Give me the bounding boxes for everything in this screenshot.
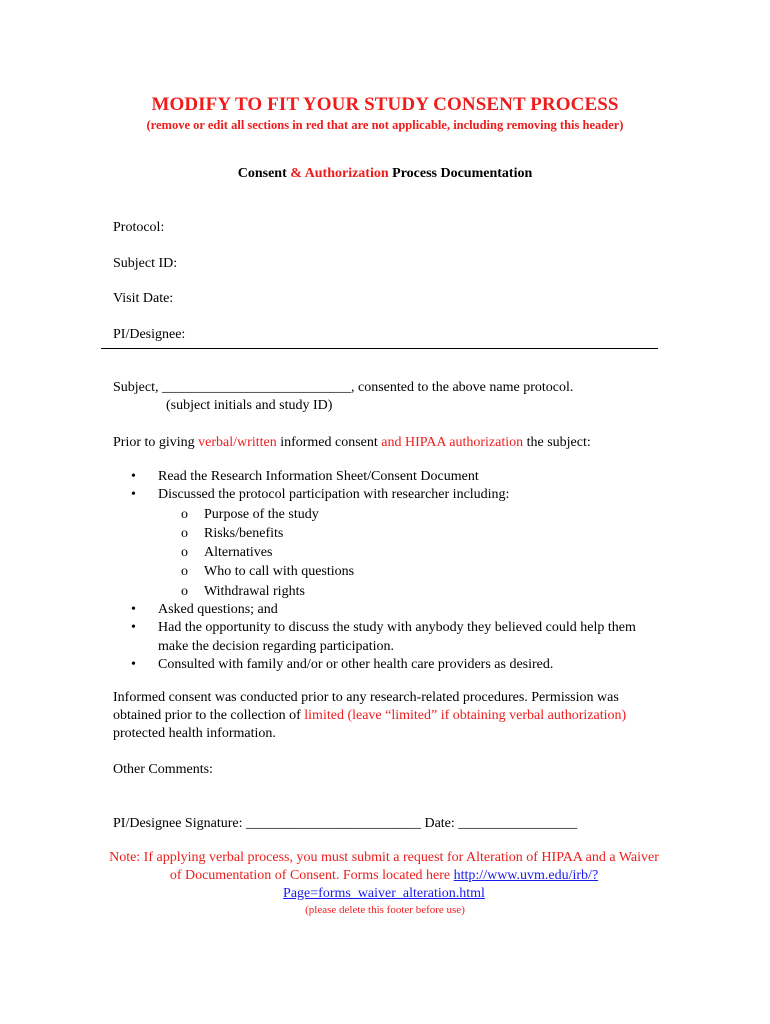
document-title — [0, 166, 770, 182]
subject-id-label: Subject ID: — [113, 256, 178, 271]
subject-consent-line: Subject, ___________________________, consented to the above name protocol. — [113, 380, 574, 395]
prior-verbal-written: verbal/written — [198, 435, 277, 450]
bullet-text: Had the opportunity to discuss the study with anybody they believed could help them make the decision regarding participation. — [158, 620, 636, 654]
informed-text-1: Informed consent was conducted prior to any research-related procedures. Permission was obtained prior to the collection of — [113, 690, 619, 723]
sub-list-item — [158, 582, 653, 601]
section-divider — [101, 348, 658, 349]
list-item — [113, 601, 653, 619]
prior-hipaa: and HIPAA authorization — [381, 435, 524, 450]
bullet-text: Discussed the protocol participation with researcher including: — [158, 487, 510, 503]
circle-bullet-icon: o — [181, 506, 188, 522]
sub-list-item — [158, 505, 653, 524]
informed-text-2: protected health information. — [113, 726, 276, 741]
prior-text-1: Prior to giving — [113, 435, 199, 450]
circle-bullet-icon: o — [181, 545, 188, 561]
prior-text-3: the subject: — [523, 435, 591, 450]
footer-note: (please delete this footer before use) — [305, 904, 465, 916]
visit-date-label: Visit Date: — [113, 291, 174, 306]
list-item — [113, 486, 653, 600]
title-part-authorization: & Authorization — [290, 166, 389, 181]
forms-link[interactable]: http://www.uvm.edu/irb/?Page=forms_waiver_alteration.html — [283, 868, 599, 901]
informed-consent-paragraph — [113, 689, 633, 743]
bullet-icon: • — [131, 601, 136, 617]
sub-item-text: Purpose of the study — [204, 506, 319, 522]
subject-hint: (subject initials and study ID) — [166, 398, 333, 413]
bullet-icon: • — [131, 487, 136, 503]
bullet-text: Asked questions; and — [158, 601, 278, 617]
sub-item-text: Withdrawal rights — [204, 583, 305, 599]
sub-item-text: Who to call with questions — [204, 564, 355, 580]
verbal-process-note — [104, 849, 664, 903]
sub-item-text: Risks/benefits — [204, 526, 284, 542]
protocol-label: Protocol: — [113, 220, 165, 235]
sub-list-item — [158, 543, 653, 562]
bullet-text: Read the Research Information Sheet/Consent Document — [158, 469, 479, 484]
bullet-icon: • — [131, 620, 136, 636]
circle-bullet-icon: o — [181, 564, 188, 580]
sub-list — [158, 505, 653, 601]
consent-checklist — [113, 468, 653, 674]
other-comments-label: Other Comments: — [113, 762, 213, 777]
prior-text-2: informed consent — [276, 435, 382, 450]
prior-statement — [113, 434, 591, 452]
bullet-icon: • — [131, 469, 136, 484]
sub-list-item — [158, 562, 653, 581]
title-part-consent: Consent — [237, 166, 291, 181]
sub-list-item — [158, 524, 653, 543]
bullet-icon: • — [131, 657, 136, 673]
circle-bullet-icon: o — [181, 526, 188, 542]
list-item — [113, 468, 653, 486]
header-title: MODIFY TO FIT YOUR STUDY CONSENT PROCESS — [151, 94, 619, 115]
pi-designee-label: PI/Designee: — [113, 327, 186, 342]
list-item — [113, 619, 653, 656]
bullet-text: Consulted with family and/or or other health care providers as desired. — [158, 657, 554, 673]
signature-date-line: PI/Designee Signature: _________________________ Date: _________________ — [113, 816, 578, 831]
list-item — [113, 656, 653, 674]
note-text: Note: If applying verbal process, you must submit a request for Alteration of HIPAA and a Waiver of Documentation of Consent. Forms located here — [109, 850, 659, 883]
header-subtitle: (remove or edit all sections in red that are not applicable, including removing this header) — [146, 118, 624, 132]
title-part-process: Process Documentation — [388, 166, 533, 181]
informed-limited: limited (leave “limited” if obtaining verbal authorization) — [304, 708, 627, 723]
sub-item-text: Alternatives — [204, 545, 273, 561]
circle-bullet-icon: o — [181, 583, 188, 599]
